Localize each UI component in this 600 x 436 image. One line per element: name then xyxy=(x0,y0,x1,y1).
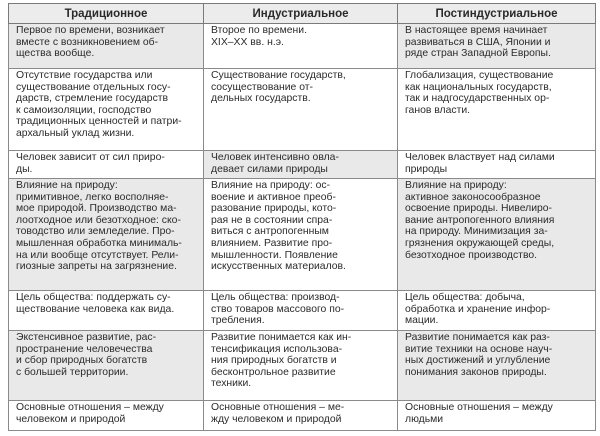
cell-traditional xyxy=(9,291,204,331)
cell-text: Развитие понимается как ин- тенсификация использова- ния природных богатств и бесконтрольное развитие техники. xyxy=(211,332,352,390)
cell-text: Второе по времени. XIX–XX вв. н.э. xyxy=(211,25,307,48)
cell-postindustrial xyxy=(398,24,596,69)
cell-industrial xyxy=(204,291,398,331)
cell-text: В настоящее время начинает развиваться в США, Японии и ряде стран Западной Европы. xyxy=(405,25,551,60)
header-industrial: Индустриальное xyxy=(204,4,398,24)
cell-text: Человек властвует над силами природы xyxy=(405,152,555,175)
cell-text: Развитие понимается как раз- витие техники на основе науч- ных достижений и углубление понимания законов природы. xyxy=(405,332,553,378)
header-row xyxy=(9,4,596,24)
cell-postindustrial xyxy=(398,291,596,331)
table-row-development xyxy=(9,331,596,401)
cell-industrial xyxy=(204,179,398,291)
cell-text: Основные отношения – между людьми xyxy=(405,402,553,425)
cell-text: Цель общества: добыча, обработка и хранение инфор- мации. xyxy=(405,292,551,327)
cell-text: Человек зависит от сил приро- ды. xyxy=(16,152,165,175)
cell-text: Основные отношения – между человеком и природой xyxy=(16,402,164,425)
cell-postindustrial xyxy=(398,401,596,431)
table-row-influence xyxy=(9,179,596,291)
cell-text: Цель общества: поддержать су- ществование человека как вида. xyxy=(16,292,175,315)
table-row-state xyxy=(9,69,596,151)
cell-text: Влияние на природу: активное законосообразное освоение природы. Нивелиро- вание антропогенного влияния на природу. Минимизация за- грязнения окружающей среды, безотходное производство. xyxy=(405,180,555,261)
cell-postindustrial xyxy=(398,179,596,291)
table-row-origin xyxy=(9,24,596,69)
table-row-dependency xyxy=(9,151,596,179)
cell-postindustrial xyxy=(398,69,596,151)
cell-text: Цель общества: производ- ство товаров массового по- требления. xyxy=(211,292,345,327)
cell-traditional xyxy=(9,151,204,179)
cell-text: Человек интенсивно овла- девает силами природы xyxy=(211,152,339,175)
cell-postindustrial xyxy=(398,331,596,401)
cell-text: Экстенсивное развитие, рас- пространение человечества и сбор природных богатств с большей территории. xyxy=(16,332,157,378)
cell-traditional xyxy=(9,179,204,291)
cell-text: Существование государств, сосуществование от- дельных государств. xyxy=(211,70,346,105)
cell-industrial xyxy=(204,24,398,69)
cell-traditional xyxy=(9,401,204,431)
cell-text: Глобализация, существование как национальных государств, так и надгосударственных ор- ганов власти. xyxy=(405,70,554,116)
cell-text: Первое по времени, возникает вместе с возникновением об- щества вообще. xyxy=(16,25,165,60)
cell-industrial xyxy=(204,401,398,431)
header-postindustrial: Постиндустриальное xyxy=(398,4,596,24)
cell-postindustrial xyxy=(398,151,596,179)
cell-traditional xyxy=(9,331,204,401)
cell-traditional xyxy=(9,24,204,69)
cell-industrial xyxy=(204,331,398,401)
society-types-table xyxy=(8,3,596,431)
header-traditional: Традиционное xyxy=(9,4,204,24)
cell-text: Влияние на природу: ос- воение и активное преоб- разование природы, кото- рая не в состоянии спра- виться с антропогенным влиянием. Развитие про- мышленности. Появление искусственных материалов. xyxy=(211,180,346,273)
cell-industrial xyxy=(204,69,398,151)
table-row-relations xyxy=(9,401,596,431)
cell-traditional xyxy=(9,69,204,151)
cell-text: Отсутствие государства или существование отдельных госу- дарств, стремление государств к самоизоляции, господство традиционных ценностей и патри- архальный уклад жизни. xyxy=(16,70,182,139)
cell-industrial xyxy=(204,151,398,179)
cell-text: Влияние на природу: примитивное, легко восполняе- мое природой. Производство ма- лоотходное или безотходное: ско- товодство или земледелие. Про- мышленная обработка минималь- на или вообще отсутствует. Рели- гиозные запреты на загрязнение. xyxy=(16,180,182,273)
cell-text: Основные отношения – ме- жду человеком и природой xyxy=(211,402,345,425)
table-row-goal xyxy=(9,291,596,331)
